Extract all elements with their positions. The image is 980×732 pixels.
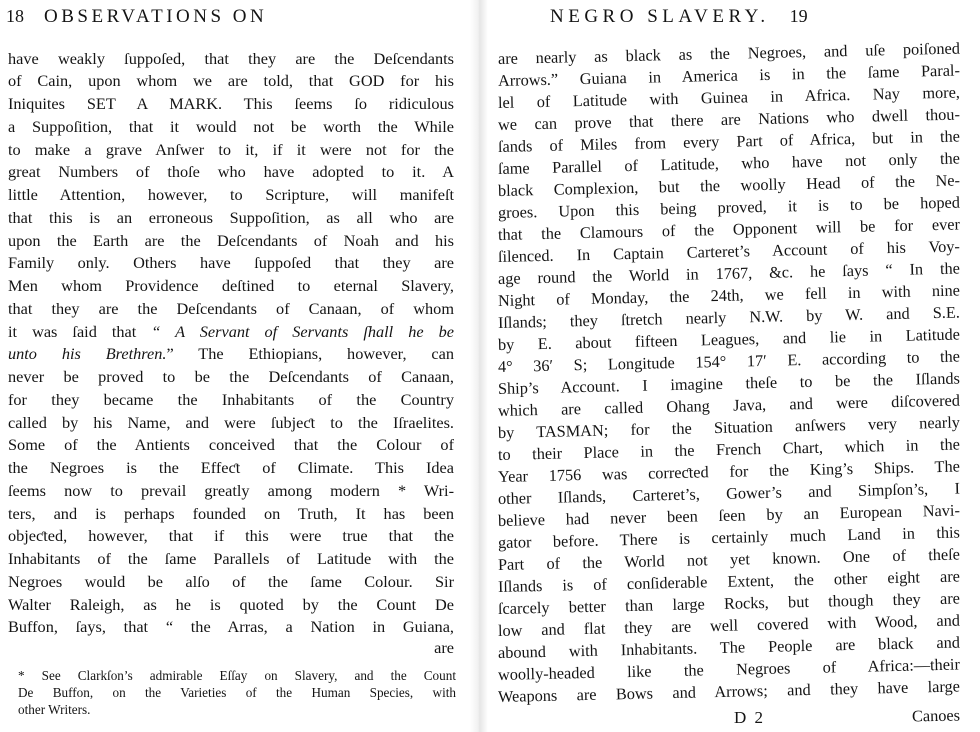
text-line: Iniquites SET A MARK. This ſeems ſo ridiculous: [8, 94, 454, 113]
text-line-quote: [8, 321, 454, 343]
text-line: to make a grave Anſwer to it, if it were not for the: [8, 140, 454, 159]
right-page-number: 19: [789, 6, 808, 26]
text-line: great Numbers of thoſe who have adopted to it. A: [8, 162, 454, 181]
text-line: called by his Name, and were ſubjeƈt to the Iſraelites.: [8, 413, 454, 432]
text-line: woolly-headed like the Negroes of Africa:—their: [497, 654, 961, 684]
text-line: the Negroes is the Effeƈt of Climate. This Idea: [8, 458, 454, 477]
right-page: [488, 0, 980, 732]
text-line: by TASMAN; for the Situation anſwers very nearly: [497, 412, 961, 442]
text-line: other Iſlands, Carteret’s, Gower’s and Simpſon’s, I: [497, 478, 961, 508]
text-line: Iſlands; they ſtretch nearly N.W. by W. and S.E.: [497, 302, 961, 332]
text-line: low and flat they are well covered with Wood, and: [497, 610, 961, 640]
text-line: abound with Inhabitants. The People are black and: [497, 632, 961, 662]
left-running-title: OBSERVATIONS ON: [44, 6, 268, 27]
text-line: Buffon, ſays, that “ the Arras, a Nation in Guiana,: [8, 617, 454, 636]
footnote-line: other Writers.: [18, 702, 91, 717]
catchword: Canoes: [911, 705, 961, 726]
text-line: to their Place in the French Chart, which in the: [497, 434, 961, 464]
text-line: Walter Raleigh, as he is quoted by the Count De: [8, 595, 454, 614]
text-line: Year 1756 was correƈted for the King’s Ships. The: [497, 456, 961, 486]
text-line: Weapons are Bows and Arrows; and they have large: [497, 676, 961, 706]
text-line: little Attention, however, to Scripture, will manifeſt: [8, 185, 454, 204]
text-line: for they became the Inhabitants of the Country: [8, 390, 454, 409]
text-line: age round the World in 1767, &c. he ſays “ In the: [497, 258, 961, 288]
text-line: gator before. There is certainly much Land in this: [497, 522, 961, 552]
text-line: Ship’s Account. I imagine theſe to be the Iſlands: [497, 368, 961, 398]
text-line: ſame Parallel of Latitude, who have not only the: [497, 148, 961, 178]
text-line: lel of Latitude with Guinea in Africa. Nay more,: [497, 82, 961, 112]
left-page: [0, 0, 470, 732]
text-line: of Cain, upon whom we are told, that GOD for his: [8, 71, 454, 90]
text-line: Some of the Antients conceived that the Colour of: [8, 435, 454, 454]
text-line: ters, and is perhaps founded on Truth, It has been: [8, 504, 454, 523]
text-line: black Complexion, but the woolly Head of the Ne-: [497, 170, 961, 200]
text-line: Negroes would be alſo of the ſame Colour. Sir: [8, 572, 454, 591]
text-line: that this is an erroneous Suppoſition, as all who are: [8, 208, 454, 227]
text-line: ſeems now to prevail greatly among modern * Wri-: [8, 481, 454, 500]
text-line: we can prove that there are Nations who dwell thou-: [497, 104, 961, 134]
text-line: 4° 36′ S; Longitude 154° 17′ E. according to the: [497, 346, 961, 376]
text-line: Arrows.” Guiana in America is in the ſame Paral-: [497, 60, 961, 90]
text-line: Part of the World not yet known. One of theſe: [497, 544, 961, 574]
left-running-head: [6, 6, 267, 34]
left-page-number: 18: [6, 6, 24, 26]
text-line: Men whom Providence deſtined to eternal Slavery,: [8, 276, 454, 295]
text-line: have weakly ſuppoſed, that they are the Deſcendants: [8, 49, 454, 68]
quote-lead-text: it was ſaid that: [8, 322, 152, 341]
right-running-head: [550, 6, 808, 34]
text-line: groes. Upon this being proved, it is to be hoped: [497, 192, 961, 222]
text-line: never be proved to be the Deſcendants of Canaan,: [8, 367, 454, 386]
quote-after-text: ” The Ethiopians, however, can: [166, 344, 454, 363]
book-gutter: [470, 0, 488, 732]
text-line-quote-end: [8, 343, 454, 365]
text-line: are nearly as black as the Negroes, and uſe poiſoned: [497, 38, 961, 68]
footnote-line: De Buffon, on the Varieties of the Human Species, with: [18, 685, 456, 700]
text-line: Inhabitants of the ſame Parallels of Latitude with the: [8, 549, 454, 568]
text-line: ſcarcely better than large Rocks, but though they are: [497, 588, 961, 618]
text-line: Night of Monday, the 24th, we fell in with nine: [497, 280, 961, 310]
text-line: a Suppoſition, that it would not be worth the While: [8, 117, 454, 136]
right-running-title: NEGRO SLAVERY.: [550, 6, 770, 27]
text-line: Iſlands is of conſiderable Extent, the other eight are: [497, 566, 961, 596]
text-line: objeƈted, however, that if this were true that the: [8, 526, 454, 545]
footnote-line: * See Clarkſon’s admirable Eſſay on Slavery, and the Count: [18, 668, 456, 683]
text-line: by E. about fifteen Leagues, and lie in Latitude: [497, 324, 961, 354]
catchword: are: [434, 638, 454, 657]
quote-italic-end: unto his Brethren.: [8, 344, 167, 363]
text-line: which are called Ohang Java, and were diſcovered: [497, 390, 961, 420]
text-line: that the Clamours of the Opponent will be for ever: [497, 214, 961, 244]
signature-mark: D 2: [734, 708, 766, 727]
text-line: that they are the Deſcendants of Canaan, of whom: [8, 299, 454, 318]
text-line: believe had never been ſeen by an European Navi-: [497, 500, 961, 530]
text-line: Family only. Others have ſuppoſed that they are: [8, 253, 454, 272]
text-line: upon the Earth are the Deſcendants of Noah and his: [8, 231, 454, 250]
quote-italic-text: “ A Servant of Servants ſhall he be: [151, 322, 454, 341]
text-line: ſands of Miles from every Part of Africa, but in the: [497, 126, 961, 156]
text-line: ſilenced. In Captain Carteret’s Account of his Voy-: [497, 236, 961, 266]
